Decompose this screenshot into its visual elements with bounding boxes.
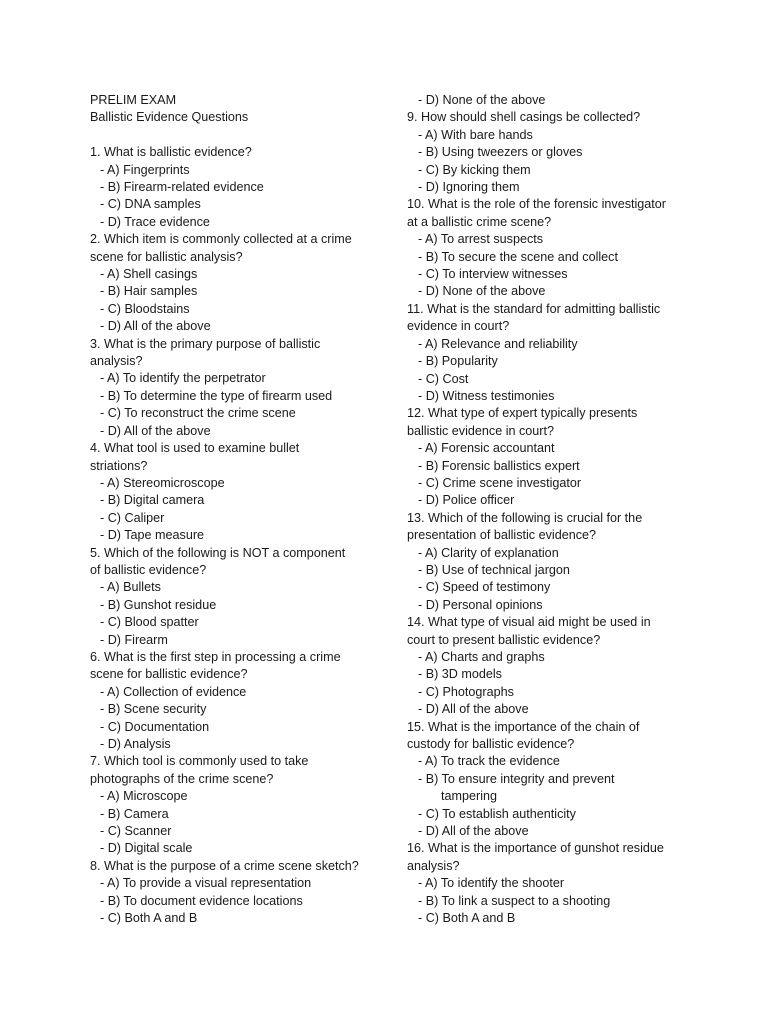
option-1d: - D) Trace evidence <box>100 214 210 229</box>
option-16c: - C) Both A and B <box>418 911 516 926</box>
option-14a: - A) Charts and graphs <box>418 650 545 664</box>
question-2-line1: 2. Which item is commonly collected at a crime <box>90 232 352 247</box>
option-5b: - B) Gunshot residue <box>100 597 217 612</box>
option-3a: - A) To identify the perpetrator <box>100 371 266 386</box>
option-7c: - C) Scanner <box>100 824 172 839</box>
option-12c: - C) Crime scene investigator <box>418 475 582 490</box>
option-4d: - D) Tape measure <box>100 528 205 543</box>
option-4b: - B) Digital camera <box>100 493 205 508</box>
option-13d: - D) Personal opinions <box>418 597 543 612</box>
option-11d: - D) Witness testimonies <box>418 388 555 403</box>
option-13b: - B) Use of technical jargon <box>418 562 570 577</box>
option-7a: - A) Microscope <box>100 789 188 804</box>
option-2b: - B) Hair samples <box>100 284 198 299</box>
option-6c: - C) Documentation <box>100 719 210 734</box>
option-16b: - B) To link a suspect to a shooting <box>418 893 611 908</box>
option-8d: - D) None of the above <box>418 93 546 107</box>
option-15d: - D) All of the above <box>418 824 529 839</box>
option-9d: - D) Ignoring them <box>418 180 520 195</box>
option-12d: - D) Police officer <box>418 493 515 508</box>
option-15b-line2: tampering <box>441 789 498 804</box>
option-11c: - C) Cost <box>418 371 469 386</box>
question-14-line1: 14. What type of visual aid might be used in <box>407 615 651 630</box>
option-13a: - A) Clarity of explanation <box>418 545 559 560</box>
question-12-line2: ballistic evidence in court? <box>407 423 555 438</box>
option-10a: - A) To arrest suspects <box>418 232 544 247</box>
question-10-line1: 10. What is the role of the forensic investigator <box>407 197 667 212</box>
question-6-line2: scene for ballistic evidence? <box>90 667 248 682</box>
question-10-line2: at a ballistic crime scene? <box>407 214 552 229</box>
question-4-line2: striations? <box>90 458 148 473</box>
option-9c: - C) By kicking them <box>418 162 531 177</box>
exam-subtitle: Ballistic Evidence Questions <box>90 110 249 125</box>
option-11b: - B) Popularity <box>418 354 498 369</box>
question-16-line1: 16. What is the importance of gunshot residue <box>407 841 664 856</box>
option-10b: - B) To secure the scene and collect <box>418 249 618 264</box>
option-7d: - D) Digital scale <box>100 841 193 856</box>
right-column <box>407 92 677 928</box>
question-3-line1: 3. What is the primary purpose of ballistic <box>90 336 321 351</box>
option-8a: - A) To provide a visual representation <box>100 876 312 891</box>
option-13c: - C) Speed of testimony <box>418 580 551 595</box>
option-1c: - C) DNA samples <box>100 197 201 212</box>
question-9: 9. How should shell casings be collected? <box>407 110 641 125</box>
question-14-line2: court to present ballistic evidence? <box>407 632 601 647</box>
question-13-line2: presentation of ballistic evidence? <box>407 528 597 543</box>
option-1a: - A) Fingerprints <box>100 162 190 177</box>
option-11a: - A) Relevance and reliability <box>418 336 578 351</box>
option-6a: - A) Collection of evidence <box>100 684 247 699</box>
option-5a: - A) Bullets <box>100 580 161 595</box>
question-6-line1: 6. What is the first step in processing a crime <box>90 649 341 664</box>
question-11-line2: evidence in court? <box>407 319 510 334</box>
option-15b-line1: - B) To ensure integrity and prevent <box>418 771 615 786</box>
option-14b: - B) 3D models <box>418 667 502 682</box>
question-3-line2: analysis? <box>90 354 143 369</box>
question-15-line2: custody for ballistic evidence? <box>407 737 575 752</box>
question-12-line1: 12. What type of expert typically presents <box>407 406 638 421</box>
option-14d: - D) All of the above <box>418 702 529 717</box>
left-column <box>90 92 390 927</box>
option-7b: - B) Camera <box>100 806 169 821</box>
option-2a: - A) Shell casings <box>100 267 198 282</box>
question-4-line1: 4. What tool is used to examine bullet <box>90 441 300 456</box>
option-10d: - D) None of the above <box>418 284 546 299</box>
option-4a: - A) Stereomicroscope <box>100 475 225 490</box>
option-12b: - B) Forensic ballistics expert <box>418 458 580 473</box>
question-7-line2: photographs of the crime scene? <box>90 771 274 786</box>
question-7-line1: 7. Which tool is commonly used to take <box>90 754 309 769</box>
option-3c: - C) To reconstruct the crime scene <box>100 406 296 421</box>
question-11-line1: 11. What is the standard for admitting ballistic <box>407 301 661 316</box>
option-15c: - C) To establish authenticity <box>418 806 576 821</box>
question-1: 1. What is ballistic evidence? <box>90 145 252 160</box>
option-2d: - D) All of the above <box>100 319 211 334</box>
question-16-line2: analysis? <box>407 858 460 873</box>
question-5-line1: 5. Which of the following is NOT a component <box>90 545 346 560</box>
option-4c: - C) Caliper <box>100 510 165 525</box>
question-5-line2: of ballistic evidence? <box>90 562 207 577</box>
option-15a: - A) To track the evidence <box>418 754 560 769</box>
option-3b: - B) To determine the type of firearm used <box>100 388 333 403</box>
spacer <box>90 127 390 144</box>
option-14c: - C) Photographs <box>418 684 514 699</box>
option-9a: - A) With bare hands <box>418 127 533 142</box>
option-8b: - B) To document evidence locations <box>100 893 303 908</box>
option-6b: - B) Scene security <box>100 702 207 717</box>
option-12a: - A) Forensic accountant <box>418 441 555 456</box>
question-15-line1: 15. What is the importance of the chain of <box>407 719 640 734</box>
option-3d: - D) All of the above <box>100 423 211 438</box>
question-2-line2: scene for ballistic analysis? <box>90 249 243 264</box>
question-13-line1: 13. Which of the following is crucial for the <box>407 510 643 525</box>
option-5c: - C) Blood spatter <box>100 615 199 630</box>
option-1b: - B) Firearm-related evidence <box>100 180 264 195</box>
option-10c: - C) To interview witnesses <box>418 267 568 282</box>
option-6d: - D) Analysis <box>100 737 171 752</box>
option-9b: - B) Using tweezers or gloves <box>418 145 583 160</box>
question-8: 8. What is the purpose of a crime scene sketch? <box>90 858 359 873</box>
option-8c: - C) Both A and B <box>100 911 198 926</box>
option-5d: - D) Firearm <box>100 632 168 647</box>
exam-title: PRELIM EXAM <box>90 93 177 107</box>
option-2c: - C) Bloodstains <box>100 301 190 316</box>
option-16a: - A) To identify the shooter <box>418 876 565 891</box>
